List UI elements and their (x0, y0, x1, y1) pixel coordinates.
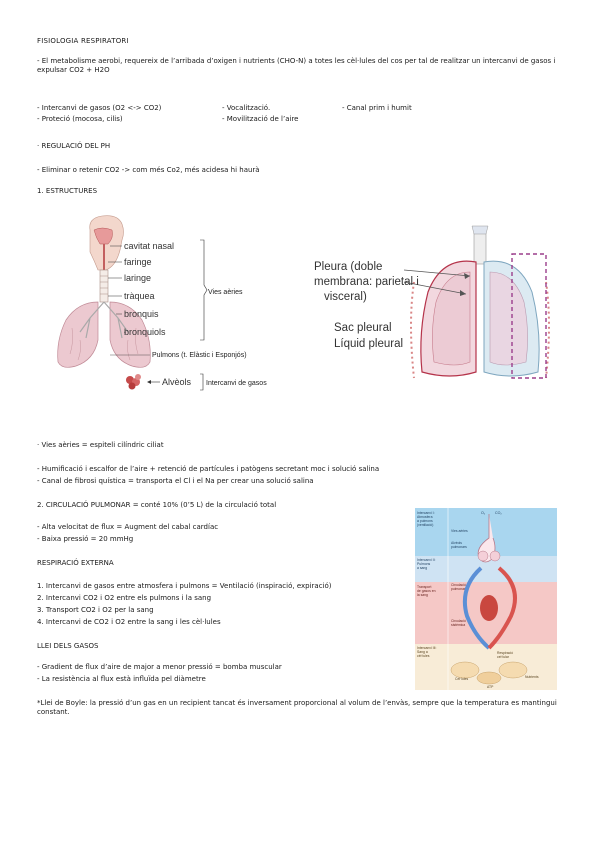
gas-exchange-diagram (415, 508, 557, 690)
ph-text: - Eliminar o retenir CO2 -> com més Co2, més acidesa hi haurà (37, 166, 260, 174)
atp-small: ATP (487, 685, 494, 689)
structures-heading: 1. ESTRUCTURES (37, 187, 98, 195)
functions-col2-item: - Movilització de l’aire (222, 115, 299, 123)
resp-step: 1. Intercanvi de gasos entre atmosfera i pulmons = Ventilació (inspiració, expiració) (37, 582, 332, 590)
pulmons-label: Pulmons (t. Elàstic i Esponjós) (152, 352, 247, 359)
sac-pleural-label: Sac pleural (334, 322, 392, 334)
pleura-label-line2: membrana: parietal i (314, 276, 419, 288)
vies-aeries-small: Vies aèries (451, 529, 468, 533)
circ-sistemica-small: Circulació sistèmica (451, 619, 466, 627)
vies-epitheli-text: · Vies aèries = espiteli cilíndric ciliat (37, 441, 164, 449)
resp-step: 3. Transport CO2 i O2 per la sang (37, 606, 154, 614)
humid-line-1: - Humificació i escalfor de l’aire + retenció de partícules i patògens secretant moc i solució salina (37, 465, 380, 473)
band-label-2: Intercanvi II: Pulmons a sang (417, 558, 436, 570)
circ-line-2: - Baixa pressió = 20 mmHg (37, 535, 134, 543)
alveols-small: Alvèols pulmonars (451, 541, 467, 549)
functions-col2-item: - Vocalització. (222, 104, 271, 112)
circ-line-1: - Alta velocitat de flux = Augment del cabal cardíac (37, 523, 219, 531)
gas-line-1: - Gradient de flux d’aire de major a menor pressió = bomba muscular (37, 663, 282, 671)
circ-heading: 2. CIRCULACIÓ PULMONAR = conté 10% (0’5 L) de la circulació total (37, 501, 277, 509)
gas-line-2: - La resistència al flux està influïda pel diàmetre (37, 675, 206, 683)
pleura-label-line3: visceral) (324, 291, 367, 303)
airway-label-traquea: tràquea (124, 291, 155, 301)
vies-aeries-label: Vies aèries (208, 289, 243, 296)
cells-small: Cèl·lules (455, 677, 469, 681)
nutrients-small: Nutrients (525, 675, 539, 679)
band-label-4: Intercanvi III: Sang a cèl·lules (417, 646, 437, 658)
alveols-label: Alvèols (162, 377, 192, 387)
liquid-pleural-label: Líquid pleural (334, 338, 404, 350)
resp-heading: RESPIRACIÓ EXTERNA (37, 559, 114, 567)
respiratory-system-diagram (50, 210, 290, 395)
pleura-diagram (310, 222, 560, 382)
humid-line-2: - Canal de fibrosi quística = transporta el Cl i el Na per crear una solució salina (37, 477, 314, 485)
ph-heading: · REGULACIÓ DEL PH (37, 142, 111, 150)
airway-label-laringe: laringe (124, 273, 152, 283)
intercanvi-label: Intercanvi de gasos (206, 380, 267, 387)
airway-label-bronquiols: bronquiols (124, 327, 166, 337)
co2-small: CO₂ (495, 511, 502, 515)
airway-label-cavitat: cavitat nasal (124, 241, 175, 251)
band-label-3: Transport de gasos en la sang (417, 585, 436, 597)
circ-pulmonar-small: Circulació pulmonar (451, 583, 466, 591)
page-title: FISIOLOGIA RESPIRATORI (37, 37, 129, 45)
band-label-1: Intercanvi I: Atmosfera a pulmons (ventilació) (417, 511, 435, 527)
boyle-law: *Llei de Boyle: la pressió d’un gas en un recipient tancat és inversament proporcional al volum de l’envàs, sempre que la temperatura es mantingui constant. (37, 699, 557, 717)
resp-step: 2. Intercanvi CO2 i O2 entre els pulmons i la sang (37, 594, 212, 602)
functions-col1-item: - Proteció (mocosa, cilis) (37, 115, 123, 123)
functions-col3-item: - Canal prim i humit (342, 104, 412, 112)
resp-cel-small: Respiració cel·lular (497, 651, 514, 659)
intro-paragraph: - El metabolisme aerobi, requereix de l’arribada d’oxigen i nutrients (CHO-N) a totes les cèl·lules del cos per tal de realitzar un intercanvi de gasos i expulsar CO2 + H2O (37, 57, 556, 75)
airway-label-bronquis: bronquis (124, 309, 159, 319)
resp-step: 4. Intercanvi de CO2 i O2 entre la sang i les cèl·lules (37, 618, 221, 626)
gas-heading: LLEI DELS GASOS (37, 642, 99, 650)
functions-col1-item: - Intercanvi de gasos (O2 <-> CO2) (37, 104, 162, 112)
pleura-label-line1: Pleura (doble (314, 261, 383, 273)
airway-label-faringe: faringe (124, 257, 152, 267)
o2-small: O₂ (481, 511, 486, 515)
